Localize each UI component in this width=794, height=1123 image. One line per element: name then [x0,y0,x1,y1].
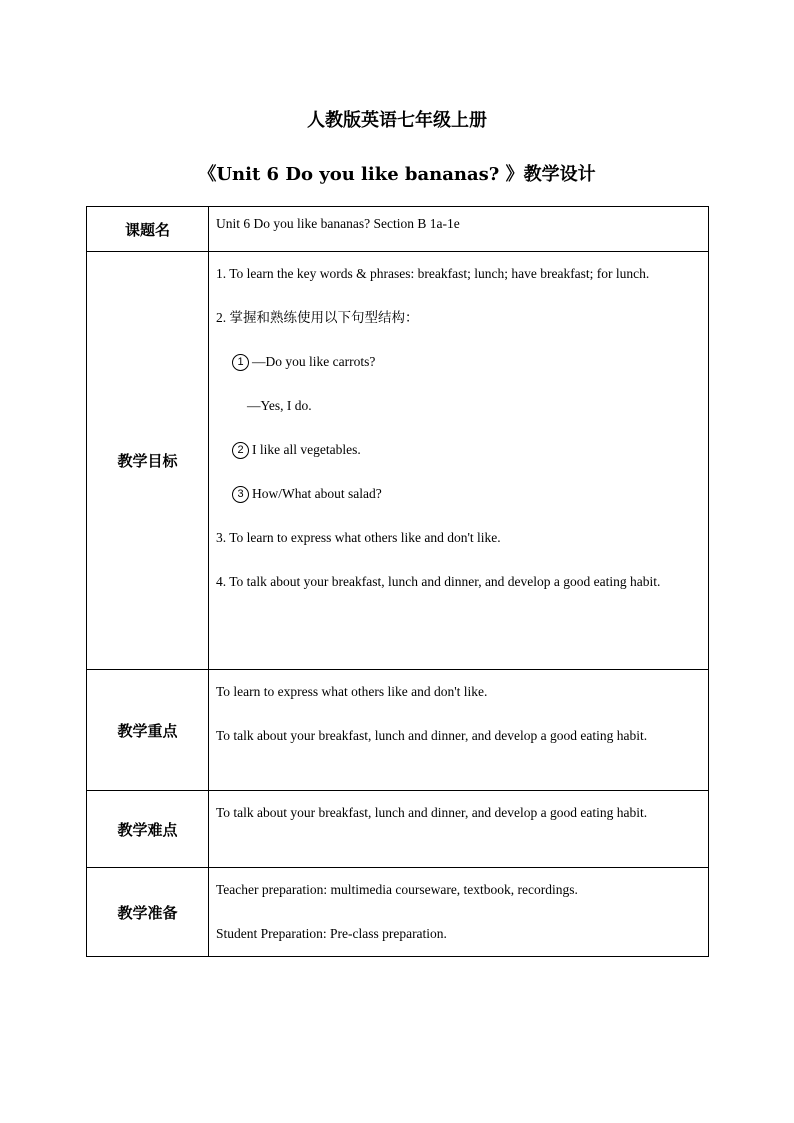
key-points-label: 教学重点 [87,670,209,791]
key-point-2: To talk about your breakfast, lunch and dinner, and develop a good eating habit. [216,728,648,743]
table-row [87,207,709,252]
student-preparation: Student Preparation: Pre-class preparation. [216,926,447,941]
table-row [87,868,709,957]
circled-number-3: 3 [232,486,249,503]
circled-number-1: 1 [232,354,249,371]
lesson-plan-table [86,206,709,957]
difficulties-label: 教学难点 [87,791,209,868]
goal-sub-3-text: How/What about salad? [252,486,382,501]
goals-content [209,252,709,670]
goal-item-4: 4. To talk about your breakfast, lunch and dinner, and develop a good eating habit. [216,574,661,589]
lesson-label: 课题名 [87,207,209,252]
key-points-content [209,670,709,791]
difficulties-content [209,791,709,868]
goal-sub-2-text: I like all vegetables. [252,442,361,457]
teacher-preparation: Teacher preparation: multimedia courseware, textbook, recordings. [216,882,578,897]
goal-sub-1 [216,346,700,377]
goal-item-1: 1. To learn the key words & phrases: breakfast; lunch; have breakfast; for lunch. [216,266,650,281]
key-point-1: To learn to express what others like and don't like. [216,684,488,699]
document-title: 人教版英语七年级上册 [307,110,487,131]
document-subtitle: 《Unit 6 Do you like bananas? 》教学设计 [198,164,596,185]
goal-sub-1-answer: —Yes, I do. [247,398,312,413]
goal-sub-3 [216,478,700,509]
preparation-label: 教学准备 [87,868,209,957]
table-row [87,252,709,670]
difficulty-1: To talk about your breakfast, lunch and dinner, and develop a good eating habit. [216,805,648,820]
preparation-content [209,868,709,957]
circled-number-2: 2 [232,442,249,459]
table-row [87,670,709,791]
goal-item-2: 2. 掌握和熟练使用以下句型结构： [216,310,419,325]
goals-label: 教学目标 [87,252,209,670]
table-row [87,791,709,868]
goal-sub-1-question: —Do you like carrots? [252,354,376,369]
goal-item-3: 3. To learn to express what others like and don't like. [216,530,501,545]
goal-sub-2 [216,434,700,465]
lesson-value: Unit 6 Do you like bananas? Section B 1a-1e [209,207,709,252]
